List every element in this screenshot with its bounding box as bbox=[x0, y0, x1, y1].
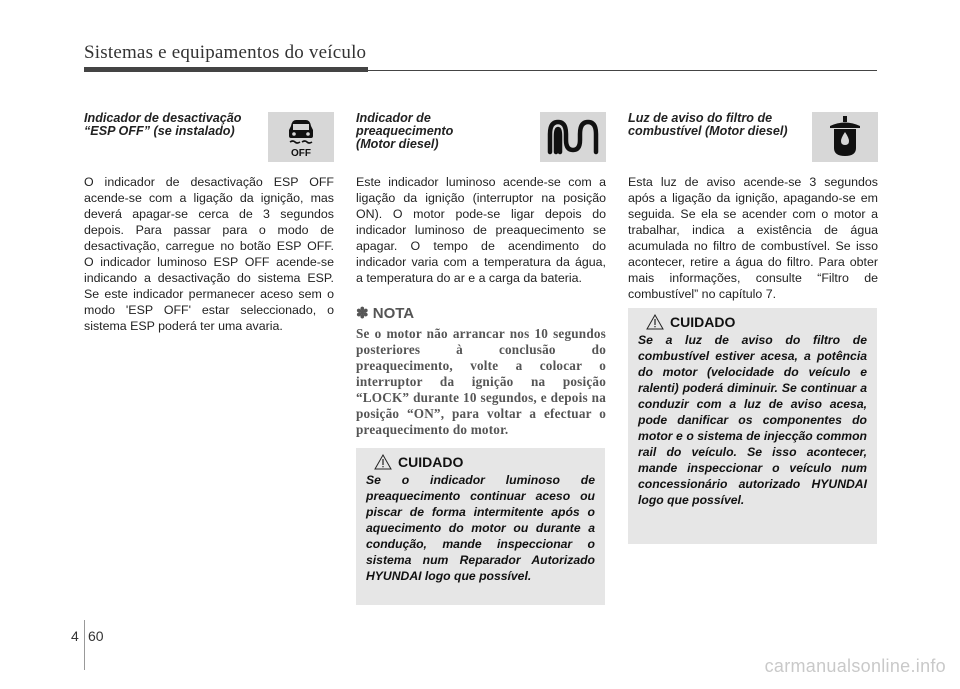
caution-header bbox=[374, 454, 595, 470]
note-title: ✽ NOTA bbox=[356, 305, 415, 322]
footer-divider bbox=[84, 620, 85, 670]
caution-label: CUIDADO bbox=[670, 314, 736, 330]
section-title: Indicador de preaquecimento (Motor diesel) bbox=[356, 111, 454, 151]
caution-box-fuel-filter bbox=[628, 308, 877, 544]
section-body: Esta luz de aviso acende-se 3 segundos após a ligação da ignição, apagando-se em seguida. Se ela se acender com o motor a trabalhar, indica a existência de água acumulada no filtro de combustível. Se isso acontecer, retire a água do filtro. Para obter mais informações, consulte “Filtro de combustível” no capítulo 7. bbox=[628, 175, 878, 301]
page-number: 60 bbox=[88, 628, 104, 644]
warning-triangle-icon bbox=[646, 314, 664, 330]
caution-box-glow-plug bbox=[356, 448, 605, 605]
glow-plug-icon bbox=[540, 112, 606, 162]
caution-header bbox=[646, 314, 867, 330]
caution-label: CUIDADO bbox=[398, 454, 464, 470]
header-rule-thick bbox=[84, 67, 368, 72]
column-fuel-filter bbox=[628, 112, 878, 302]
watermark: carmanualsonline.info bbox=[764, 656, 946, 676]
fuel-filter-icon bbox=[812, 112, 878, 162]
item-header bbox=[628, 112, 878, 174]
caution-text: Se a luz de aviso do filtro de combustível estiver acesa, a potência do motor (velocidade do veículo e ralenti) poderá diminuir. Se continuar a conduzir com a luz de aviso acesa, pode danificar os componentes do motor e o sistema de injecção common rail do veículo. Se isso acontecer, mande inspeccionar o veículo num concessionário autorizado HYUNDAI logo que possível. bbox=[638, 333, 867, 507]
section-title: Indicador de desactivação “ESP OFF” (se instalado) bbox=[84, 111, 242, 138]
item-header bbox=[84, 112, 334, 174]
section-body: Este indicador luminoso acende-se com a ligação da ignição (interruptor na posição ON). O motor pode-se ligar depois do indicador luminoso de preaquecimento se apagar. O tempo de acendimento do indicador varia com a temperatura da água, a temperatura do ar e a carga da bateria. bbox=[356, 175, 606, 285]
column-glow-plug bbox=[356, 112, 606, 438]
caution-text: Se o indicador luminoso de preaquecimento continuar aceso ou piscar de forma intermitente após o aquecimento do motor ou durante a condução, mande inspeccionar o sistema num Reparador Autorizado HYUNDAI logo que possível. bbox=[366, 473, 595, 583]
column-esp-off bbox=[84, 112, 334, 334]
svg-text:OFF: OFF bbox=[291, 148, 311, 159]
chapter-number: 4 bbox=[71, 628, 79, 644]
section-title: Luz de aviso do filtro de combustível (Motor diesel) bbox=[628, 111, 788, 138]
esp-off-icon bbox=[268, 112, 334, 162]
section-body: O indicador de desactivação ESP OFF acende-se com a ligação da ignição, mas deverá apagar-se cerca de 3 segundos depois. Para passar para o modo de desactivação, carregue no botão ESP OFF. O indicador luminoso ESP OFF acende-se indicando a desactivação do sistema ESP. Se este indicador permanecer aceso sem o modo 'ESP OFF' estar seleccionado, o sistema ESP poderá ter uma avaria. bbox=[84, 175, 334, 333]
warning-triangle-icon bbox=[374, 454, 392, 470]
header-rule-thin bbox=[368, 70, 877, 71]
page-header-title: Sistemas e equipamentos do veículo bbox=[84, 42, 367, 63]
item-header bbox=[356, 112, 606, 174]
note-text: Se o motor não arrancar nos 10 segundos posteriores à conclusão do preaquecimento, volte a colocar o interruptor da ignição na posição “LOCK” durante 10 segundos, e depois na posição “ON”, para voltar a efectuar o preaquecimento do motor. bbox=[356, 326, 606, 437]
